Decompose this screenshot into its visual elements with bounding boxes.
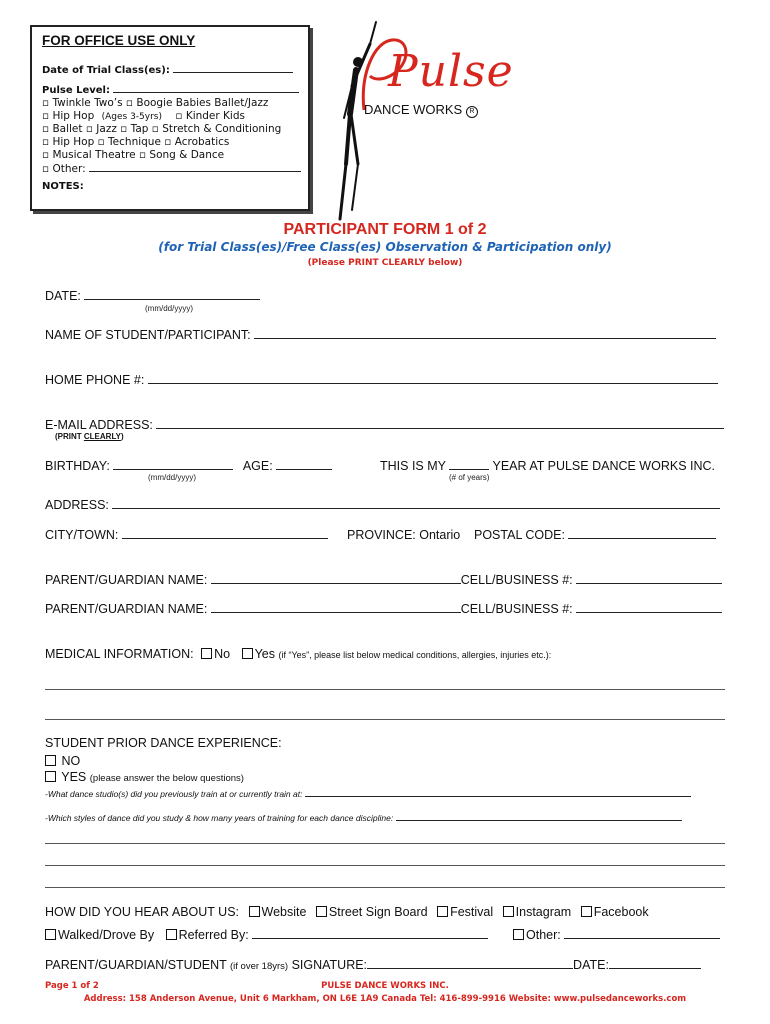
age-field[interactable] <box>276 460 332 470</box>
medical-yes-checkbox[interactable] <box>242 648 253 659</box>
parent2-row <box>45 602 722 616</box>
cell1-field[interactable] <box>576 574 722 584</box>
q2-row <box>45 812 682 823</box>
experience-line-3[interactable] <box>45 887 725 888</box>
exp-yes-row <box>45 770 244 784</box>
signature-field[interactable] <box>367 959 573 969</box>
parent1-label: PARENT/GUARDIAN NAME: <box>45 573 208 587</box>
form-subtitle: (for Trial Class(es)/Free Class(es) Observation & Participation only) <box>158 240 612 254</box>
registered-icon: R <box>466 106 478 118</box>
footer-company: PULSE DANCE WORKS INC. <box>321 981 449 991</box>
postal-row <box>474 528 716 542</box>
facebook-checkbox[interactable] <box>581 906 592 917</box>
street-sign-label: Street Sign Board <box>328 905 428 919</box>
signature-label-b: (if over 18yrs) <box>230 961 289 972</box>
q2-field[interactable] <box>396 812 682 821</box>
parent1-field[interactable] <box>211 574 461 584</box>
postal-field[interactable] <box>568 529 716 539</box>
address-field[interactable] <box>112 499 720 509</box>
trial-date-field[interactable] <box>173 63 293 73</box>
birthday-field[interactable] <box>113 460 233 470</box>
date-label: DATE: <box>45 289 81 303</box>
pulse-level-row <box>42 83 299 96</box>
year-field[interactable] <box>449 460 489 470</box>
exp-yes-label: YES <box>61 770 87 784</box>
city-row <box>45 528 328 542</box>
q2-label: -Which styles of dance did you study & how many years of training for each dance discipline: <box>45 813 394 823</box>
phone-label: HOME PHONE #: <box>45 373 145 387</box>
signature-date-label: DATE: <box>573 958 609 972</box>
birthday-row <box>45 459 332 473</box>
name-field[interactable] <box>254 329 716 339</box>
address-row <box>45 498 720 512</box>
levels-kinder: ▫ Kinder Kids <box>175 110 245 122</box>
referred-checkbox[interactable] <box>166 929 177 940</box>
other-label: ▫ Other: <box>42 163 86 175</box>
levels-hiphop: ▫ Hip Hop <box>42 110 95 122</box>
facebook-label: Facebook <box>593 905 649 919</box>
walked-label: Walked/Drove By <box>58 928 155 942</box>
print-note: (Please PRINT CLEARLY below) <box>307 258 463 268</box>
signature-label-a: PARENT/GUARDIAN/STUDENT <box>45 958 227 972</box>
other-row <box>42 162 301 175</box>
phone-field[interactable] <box>148 374 718 384</box>
signature-row <box>45 958 701 972</box>
city-field[interactable] <box>122 529 328 539</box>
cell2-field[interactable] <box>576 603 722 613</box>
exp-yes-checkbox[interactable] <box>45 771 56 782</box>
trial-date-label: Date of Trial Class(es): <box>42 65 170 76</box>
parent2-field[interactable] <box>211 603 461 613</box>
instagram-label: Instagram <box>515 905 572 919</box>
trial-date-row <box>42 63 293 76</box>
other-field[interactable] <box>89 162 301 172</box>
exp-yes-hint: (please answer the below questions) <box>89 773 244 784</box>
birthday-hint: (mm/dd/yyyy) <box>148 473 196 482</box>
levels-line-4: ▫ Hip Hop ▫ Technique ▫ Acrobatics <box>42 136 230 148</box>
other-source-checkbox[interactable] <box>513 929 524 940</box>
postal-label: POSTAL CODE: <box>474 528 565 542</box>
age-label: AGE: <box>242 459 273 473</box>
footer-page: Page 1 of 2 <box>45 981 99 991</box>
medical-line-2[interactable] <box>45 719 725 720</box>
other-source-label: Other: <box>526 928 561 942</box>
logo-tagline-text: DANCE WORKS <box>364 102 463 117</box>
festival-checkbox[interactable] <box>437 906 448 917</box>
festival-label: Festival <box>450 905 494 919</box>
cell2-label: CELL/BUSINESS #: <box>460 602 573 616</box>
levels-line-1: ▫ Twinkle Two’s ▫ Boogie Babies Ballet/Jazz <box>42 97 269 109</box>
form-title: PARTICIPANT FORM 1 of 2 <box>283 221 487 238</box>
exp-no-label: NO <box>61 754 81 768</box>
levels-line-5: ▫ Musical Theatre ▫ Song & Dance <box>42 149 225 161</box>
street-sign-checkbox[interactable] <box>316 906 327 917</box>
office-heading: FOR OFFICE USE ONLY <box>42 33 196 48</box>
website-checkbox[interactable] <box>249 906 260 917</box>
medical-row <box>45 647 551 661</box>
parent1-row <box>45 573 722 587</box>
office-use-box <box>30 25 310 211</box>
medical-hint: (if “Yes”, please list below medical conditions, allergies, injuries etc.): <box>278 650 552 660</box>
hear-label: HOW DID YOU HEAR ABOUT US: <box>45 905 240 919</box>
q1-row <box>45 788 691 799</box>
date-field[interactable] <box>84 290 260 300</box>
year-label-b: YEAR AT PULSE DANCE WORKS INC. <box>492 459 716 473</box>
city-label: CITY/TOWN: <box>45 528 119 542</box>
pulse-level-label: Pulse Level: <box>42 85 110 96</box>
other-source-field[interactable] <box>564 929 720 939</box>
website-label: Website <box>261 905 307 919</box>
levels-ages: (Ages 3-5yrs) <box>101 112 163 122</box>
walked-checkbox[interactable] <box>45 929 56 940</box>
hear-row <box>45 905 649 919</box>
phone-row <box>45 373 718 387</box>
date-row <box>45 289 260 303</box>
pulse-level-field[interactable] <box>113 83 299 93</box>
signature-label-c: SIGNATURE: <box>291 958 368 972</box>
parent2-label: PARENT/GUARDIAN NAME: <box>45 602 208 616</box>
email-label: E-MAIL ADDRESS: <box>45 418 153 432</box>
referred-label: Referred By: <box>178 928 249 942</box>
levels-line-2 <box>42 110 245 122</box>
pulse-logo <box>330 14 520 224</box>
logo-word: Pulse <box>388 46 514 97</box>
medical-no-checkbox[interactable] <box>201 648 212 659</box>
exp-no-row <box>45 754 80 768</box>
birthday-label: BIRTHDAY: <box>45 459 110 473</box>
date-hint: (mm/dd/yyyy) <box>145 304 193 313</box>
experience-label: STUDENT PRIOR DANCE EXPERIENCE: <box>45 736 282 750</box>
email-row <box>45 418 724 432</box>
hear-row-2 <box>45 928 488 942</box>
q1-label: -What dance studio(s) did you previously train at or currently train at: <box>45 789 303 799</box>
email-hint-clearly: CLEARLY <box>83 432 121 441</box>
logo-tagline <box>364 102 478 118</box>
q1-field[interactable] <box>305 788 691 797</box>
medical-label: MEDICAL INFORMATION: <box>45 647 194 661</box>
experience-line-2[interactable] <box>45 865 725 866</box>
year-label-a: THIS IS MY <box>380 459 446 473</box>
notes-label: NOTES: <box>42 181 84 192</box>
cell1-label: CELL/BUSINESS #: <box>460 573 573 587</box>
email-hint <box>55 432 124 441</box>
experience-line-1[interactable] <box>45 843 725 844</box>
referred-field[interactable] <box>252 929 488 939</box>
medical-yes-label: Yes <box>254 647 275 661</box>
email-hint-print: (PRINT <box>55 432 84 441</box>
medical-line-1[interactable] <box>45 689 725 690</box>
year-hint: (# of years) <box>449 473 490 482</box>
footer-address: Address: 158 Anderson Avenue, Unit 6 Markham, ON L6E 1A9 Canada Tel: 416-899-9916 Website: www.pulsedanceworks.com <box>83 994 687 1004</box>
other-source-row <box>513 928 720 942</box>
email-field[interactable] <box>156 419 724 429</box>
email-hint-close: ) <box>120 432 124 441</box>
medical-no-label: No <box>214 647 231 661</box>
signature-date-field[interactable] <box>609 959 701 969</box>
year-row <box>380 459 715 473</box>
levels-line-3: ▫ Ballet ▫ Jazz ▫ Tap ▫ Stretch & Conditioning <box>42 123 282 135</box>
name-label: NAME OF STUDENT/PARTICIPANT: <box>45 328 251 342</box>
province-label: PROVINCE: Ontario <box>347 528 461 542</box>
instagram-checkbox[interactable] <box>503 906 514 917</box>
name-row <box>45 328 716 342</box>
address-label: ADDRESS: <box>45 498 109 512</box>
exp-no-checkbox[interactable] <box>45 755 56 766</box>
